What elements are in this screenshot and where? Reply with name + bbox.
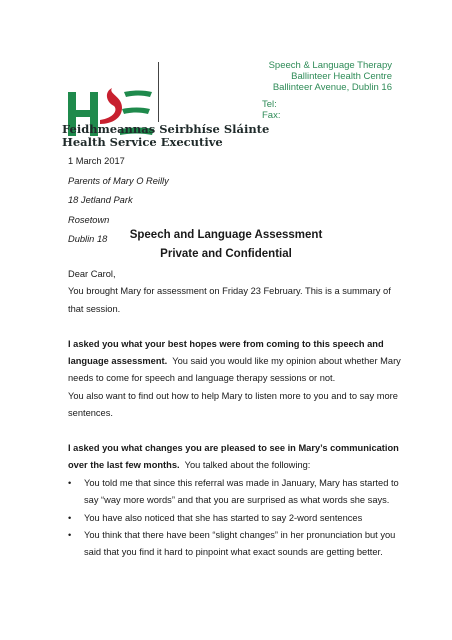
bullet-icon: • bbox=[68, 530, 72, 541]
sender-address bbox=[269, 60, 392, 93]
intro-paragraph: You brought Mary for assessment on Friday 23 February. This is a summary of that session. bbox=[68, 286, 391, 314]
letter-date: 1 March 2017 bbox=[68, 156, 125, 166]
letter-body bbox=[68, 266, 408, 562]
list-item: • You have also noticed that she has started to say 2-word sentences bbox=[68, 510, 408, 527]
best-hopes-paragraph bbox=[68, 336, 408, 388]
recipient-address-line-1: 18 Jetland Park bbox=[68, 195, 133, 206]
tel-label: Tel: bbox=[262, 99, 277, 110]
letter-title: Speech and Language Assessment bbox=[129, 229, 323, 241]
salutation: Dear Carol, bbox=[68, 269, 116, 279]
org-name-english: Health Service Executive bbox=[62, 135, 223, 149]
changes-paragraph bbox=[68, 440, 408, 475]
list-item: • You think that there have been “slight changes” in her pronunciation but you said that you find it hard to pinpoint what exact sounds are getting better. bbox=[68, 527, 408, 562]
changes-question: I asked you what changes you are pleased to see in Mary’s communication over the last few months. bbox=[68, 443, 399, 471]
logo-divider bbox=[158, 62, 159, 122]
department-name: Speech & Language Therapy bbox=[268, 60, 392, 71]
bullet-icon: • bbox=[68, 477, 72, 488]
recipient-address-line-3: Dublin 18 bbox=[68, 234, 108, 245]
recipient-name: Parents of Mary O Reilly bbox=[68, 175, 169, 186]
fax-label: Fax: bbox=[262, 110, 281, 121]
letter-subtitle: Private and Confidential bbox=[160, 248, 292, 260]
bullet-icon: • bbox=[68, 512, 72, 523]
changes-answer: You talked about the following: bbox=[184, 460, 311, 471]
best-hopes-answer: You said you would like my opinion about whether Mary needs to come for speech and language therapy sessions or not. bbox=[68, 356, 401, 384]
changes-list bbox=[68, 475, 408, 562]
recipient-address-line-2: Rosetown bbox=[68, 214, 110, 225]
best-hopes-question: I asked you what your best hopes were from coming to this speech and language assessment. bbox=[68, 338, 384, 367]
list-item: • You told me that since this referral was made in January, Mary has started to say “way more words” and that you are surprised as what words she says. bbox=[68, 475, 408, 510]
org-name-irish: Feidhmeannas Seirbhíse Sláinte bbox=[62, 122, 270, 136]
street-address: Ballinteer Avenue, Dublin 16 bbox=[272, 82, 392, 93]
centre-name: Ballinteer Health Centre bbox=[291, 71, 392, 82]
best-hopes-answer-2: You also want to find out how to help Mary to listen more to you and to say more sentences. bbox=[68, 390, 398, 419]
contact-block bbox=[262, 99, 280, 121]
